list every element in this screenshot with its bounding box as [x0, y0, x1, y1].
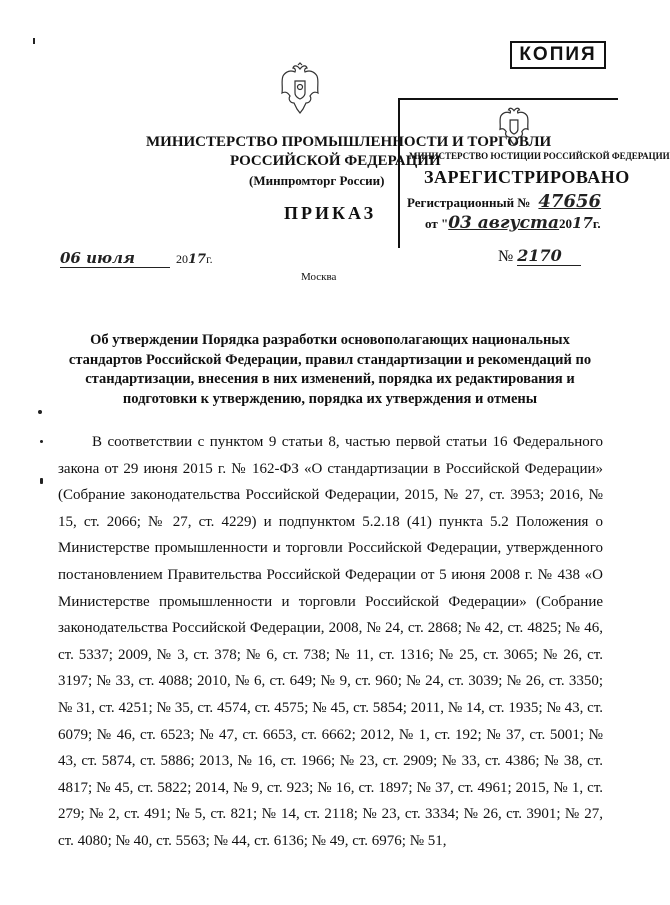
registration-date-suffix: 20 [559, 216, 573, 231]
registration-number-value: 47656 [538, 191, 602, 212]
order-year-value: 17 [188, 252, 207, 267]
registration-status: ЗАРЕГИСТРИРОВАНО [424, 167, 630, 187]
order-number-row [498, 246, 581, 266]
registration-ministry: МИНИСТЕРСТВО ЮСТИЦИИ РОССИЙСКОЙ ФЕДЕРАЦИИ [409, 151, 670, 161]
order-city: Москва [301, 271, 337, 283]
registration-date-end: г. [592, 216, 601, 231]
document-body [58, 429, 603, 855]
order-year-suffix: г. [206, 252, 213, 266]
ministry-name-line2: РОССИЙСКОЙ ФЕДЕРАЦИИ [230, 153, 441, 169]
registration-date-value: 03 августа [448, 213, 560, 233]
registration-date-year: 17 [572, 214, 593, 232]
order-date-row [60, 249, 213, 268]
coat-of-arms-emblem-small [495, 106, 533, 148]
scan-mark [38, 410, 42, 414]
ministry-name-line1: МИНИСТЕРСТВО ПРОМЫШЛЕННОСТИ И ТОРГОВЛИ [146, 134, 552, 150]
order-year-prefix: 20 [176, 252, 188, 266]
order-title: ПРИКАЗ [284, 203, 377, 223]
document-title: Об утверждении Порядка разработки основополагающих национальных стандартов Российской Федерации, правил стандартизации и рекомендаций по стандартизации, внесения в них изменений, порядка их редактирования и подготовки к утверждению, порядка их утверждения и отмены [68, 332, 592, 407]
scan-mark [40, 478, 43, 484]
registration-date-row [425, 213, 601, 233]
body-paragraph: В соответствии с пунктом 9 статьи 8, частью первой статьи 16 Федерального закона от 29 июня 2015 г. № 162-ФЗ «О стандартизации в Российской Федерации» (Собрание законодательства Российской Федерации, 2015, № 27, ст. 3953; 2016, № 15, ст. 2066; № 27, ст. 4229) и подпунктом 5.2.18 (41) пункта 5.2 Положения о Министерстве промышленности и торговли Российской Федерации, утвержденного постановлением Правительства Российской Федерации от 5 июня 2008 г. № 438 «О Министерстве промышленности и торговли Российской Федерации» (Собрание законодательства Российской Федерации, 2008, № 24, ст. 2868; № 42, ст. 4825; № 46, ст. 5337; 2009, № 3, ст. 378; № 6, ст. 738; № 11, ст. 1316; № 25, ст. 3065; № 26, ст. 3197; № 33, ст. 4088; 2010, № 6, ст. 649; № 9, ст. 960; № 24, ст. 3039; № 26, ст. 3350; № 31, ст. 4251; № 35, ст. 4574, ст. 4575; № 45, ст. 5854; 2011, № 14, ст. 1935; № 43, ст. 6079; № 46, ст. 6523; № 47, ст. 6653, ст. 6662; 2012, № 1, ст. 192; № 37, ст. 5001; № 43, ст. 5874, ст. 5886; 2013, № 16, ст. 1966; № 23, ст. 2909; № 33, ст. 4386; № 38, ст. 4817; № 45, ст. 5822; 2014, № 9, ст. 923; № 16, ст. 1897; № 37, ст. 4961; 2015, № 1, ст. 279; № 2, ст. 491; № 5, ст. 821; № 14, ст. 2118; № 23, ст. 3334; № 26, ст. 3901; № 27, ст. 4080; № 40, ст. 5563; № 44, ст. 6136; № 49, ст. 6976; № 51, [58, 434, 603, 849]
order-number-label: № [498, 248, 514, 265]
copy-stamp-label: КОПИЯ [519, 44, 597, 65]
order-date-value: 06 июля [60, 249, 170, 268]
scan-mark [40, 440, 43, 443]
coat-of-arms-emblem [277, 63, 323, 117]
order-number-value: 2170 [517, 246, 581, 266]
registration-date-prefix: от " [425, 216, 449, 231]
scan-mark [33, 38, 35, 44]
registration-number-row [407, 191, 601, 212]
registration-number-label: Регистрационный № [407, 195, 531, 210]
ministry-short-name: (Минпромторг России) [249, 173, 385, 188]
copy-stamp [510, 41, 606, 69]
